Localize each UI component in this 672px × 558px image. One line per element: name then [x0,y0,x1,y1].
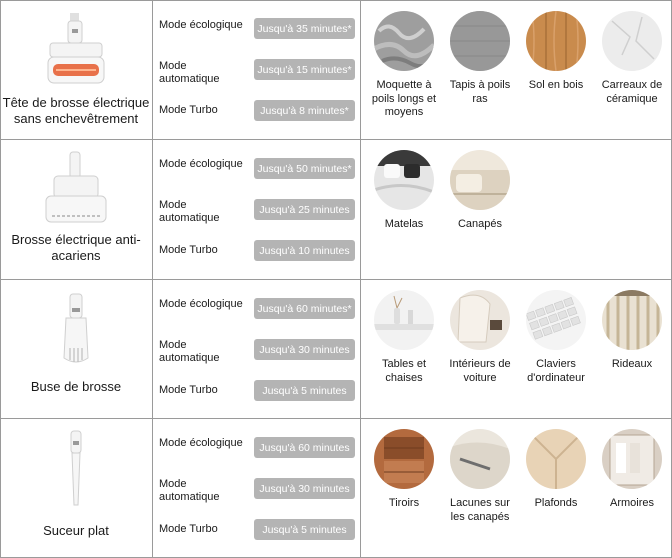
tool-cell [0,1,152,140]
surface-label: Moquette à poils longs et moyens [371,79,437,118]
car-interior-icon [450,290,510,350]
tool-name: Suceur plat [43,523,109,538]
surface-item [366,290,442,385]
surface-label: Lacunes sur les canapés [450,497,510,523]
tool-name: Buse de brosse [30,379,122,394]
surface-label: Tapis à poils ras [449,79,511,105]
surface-label: Sol en bois [528,79,584,91]
surface-label: Carreaux de céramique [601,79,663,105]
brush-nozzle-image [36,288,116,368]
mode-label: Mode automatique [159,339,220,364]
duration-badge: Jusqu'à 30 minutes [254,478,355,499]
plush-carpet-icon [374,11,434,71]
duration-badge: Jusqu'à 10 minutes [254,240,355,261]
mode-label: Mode Turbo [159,244,218,256]
table-row [0,1,672,140]
ceiling-icon [526,429,586,489]
surface-item [518,429,594,511]
surface-label: Canapés [457,218,503,230]
mode-label: Mode Turbo [159,104,218,116]
wardrobe-icon [602,429,662,489]
duration-badge: Jusqu'à 25 minutes [254,199,355,220]
curtains-icon [602,290,662,350]
surface-item [442,429,518,524]
sofa-icon [450,150,510,210]
mode-label: Mode écologique [159,298,243,310]
mode-label: Mode Turbo [159,384,218,396]
surface-label: Rideaux [611,358,653,370]
sofa-gaps-icon [450,429,510,489]
tool-cell [0,419,152,558]
surface-item [518,11,594,93]
surface-cell [361,140,672,279]
surface-item [366,150,442,232]
tool-cell [0,140,152,279]
mode-label: Mode écologique [159,158,243,170]
surface-label: Tables et chaises [381,358,427,384]
duration-badge: Jusqu'à 60 minutes [254,437,355,458]
ceramic-tile-icon [602,11,662,71]
drawers-icon [374,429,434,489]
mode-label: Mode Turbo [159,523,218,535]
surface-label: Claviers d'ordinateur [527,358,585,384]
surface-item [366,429,442,511]
keyboard-icon [526,290,586,350]
surface-label: Plafonds [534,497,578,509]
table-row [0,280,672,419]
mode-cell [153,140,360,279]
duration-badge: Jusqu'à 15 minutes* [254,59,355,80]
duration-badge: Jusqu'à 35 minutes* [254,18,355,39]
mode-label: Mode écologique [159,437,243,449]
surface-cell [361,419,672,558]
mode-label: Mode automatique [159,478,220,503]
mattress-icon [374,150,434,210]
surface-label: Tiroirs [388,497,420,509]
surface-cell [361,280,672,419]
crevice-tool-image [36,427,116,507]
surface-item [442,150,518,232]
duration-badge: Jusqu'à 5 minutes [254,519,355,540]
duration-badge: Jusqu'à 50 minutes* [254,158,355,179]
mode-label: Mode automatique [159,60,220,85]
short-rug-icon [450,11,510,71]
mode-label: Mode automatique [159,199,220,224]
tool-name: Tête de brosse électrique sans enchevêtrement [2,95,150,126]
duration-badge: Jusqu'à 8 minutes* [254,100,355,121]
surface-label: Intérieurs de voiture [449,358,511,384]
duration-badge: Jusqu'à 5 minutes [254,380,355,401]
surface-item [594,429,670,511]
wood-floor-icon [526,11,586,71]
tool-cell [0,280,152,419]
anti-mite-brush-image [36,148,116,228]
mode-cell [153,419,360,558]
mode-cell [153,1,360,140]
surface-item [442,11,518,106]
surface-item [518,290,594,385]
table-chairs-icon [374,290,434,350]
duration-badge: Jusqu'à 30 minutes [254,339,355,360]
tool-name: Brosse électrique anti-acariens [11,232,141,263]
table-row [0,419,672,558]
duration-badge: Jusqu'à 60 minutes* [254,298,355,319]
anti-tangle-brush-head-image [36,9,116,89]
surface-item [366,11,442,120]
surface-item [442,290,518,385]
surface-label: Matelas [384,218,424,230]
mode-cell [153,280,360,419]
surface-label: Armoires [609,497,654,509]
surface-cell [361,1,672,140]
table-row [0,140,672,279]
mode-label: Mode écologique [159,19,243,31]
surface-item [594,11,670,106]
surface-item [594,290,670,372]
